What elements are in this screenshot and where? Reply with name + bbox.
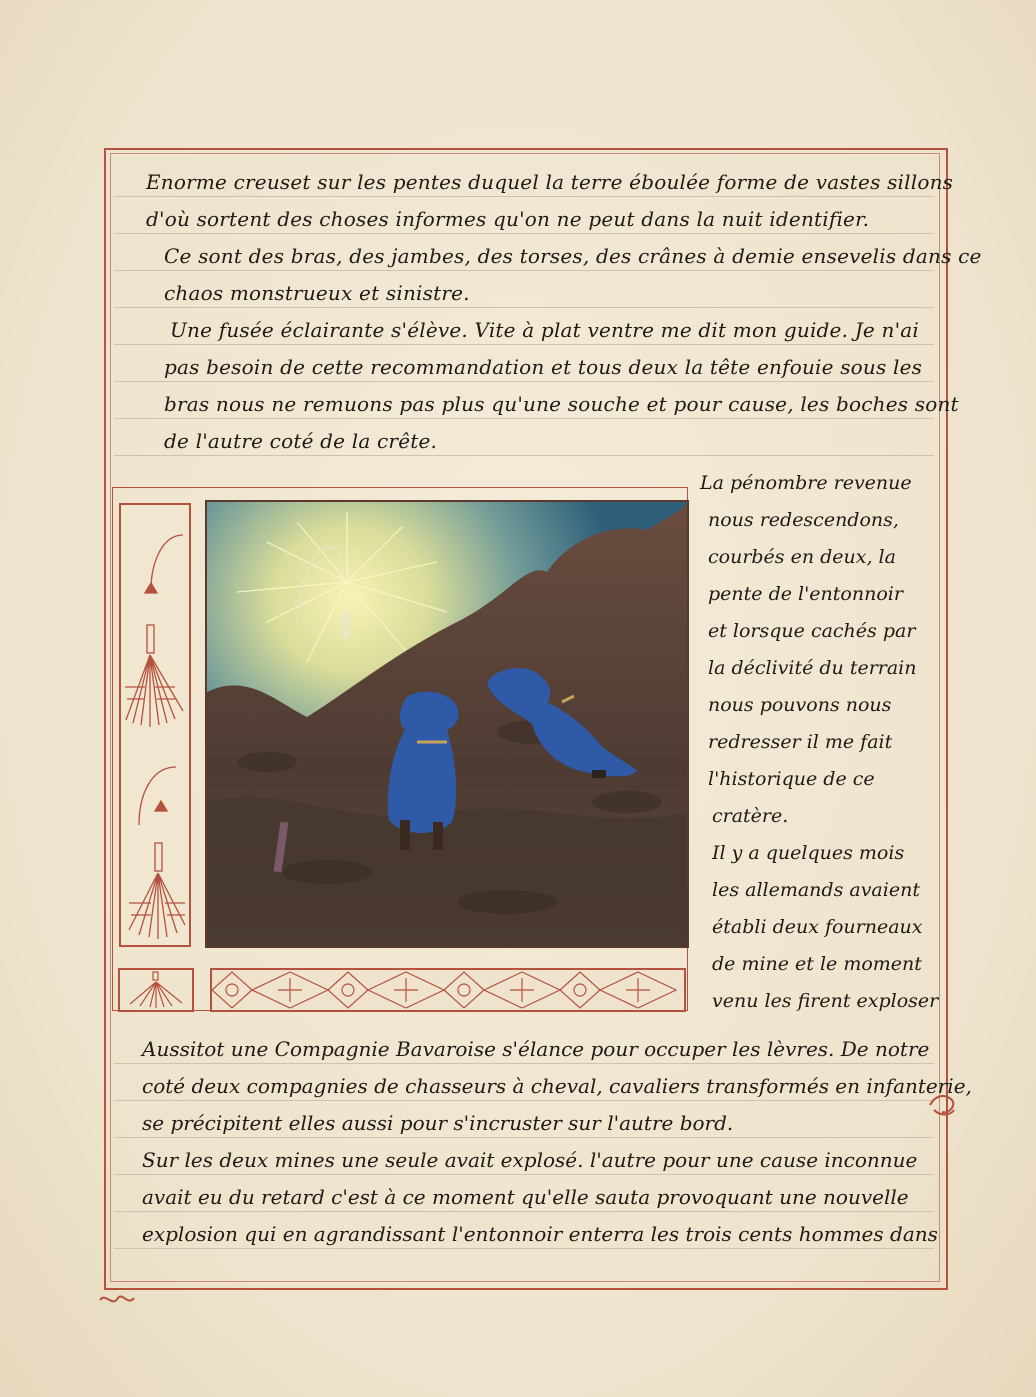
flourish-icon: [96, 1290, 136, 1310]
text-line: nous redescendons,: [708, 509, 899, 531]
text-line: Sur les deux mines une seule avait explosé. l'autre pour une cause inconnue: [142, 1148, 918, 1172]
text-line: de mine et le moment: [712, 953, 922, 975]
text-line: de l'autre coté de la crête.: [164, 429, 438, 453]
text-line: chaos monstrueux et sinistre.: [164, 281, 470, 305]
flourish-icon: [926, 1090, 958, 1120]
flare-ornament-strip: [119, 503, 191, 947]
burst-icon: [120, 970, 192, 1010]
decorative-band: [210, 968, 686, 1012]
text-line: courbés en deux, la: [708, 546, 896, 568]
text-line: avait eu du retard c'est à ce moment qu'elle sauta provoquant une nouvelle: [142, 1185, 909, 1209]
text-line: explosion qui en agrandissant l'entonnoir enterra les trois cents hommes dans: [142, 1222, 938, 1246]
text-line: Ce sont des bras, des jambes, des torses, des crânes à demie ensevelis dans ce: [164, 244, 982, 268]
text-line: Il y a quelques mois: [712, 842, 905, 864]
text-line: La pénombre revenue: [700, 472, 912, 494]
trench-night-painting: [205, 500, 689, 948]
text-line: se précipitent elles aussi pour s'incruster sur l'autre bord.: [142, 1111, 734, 1135]
text-line: bras nous ne remuons pas plus qu'une souche et pour cause, les boches sont: [164, 392, 959, 416]
text-line: l'historique de ce: [708, 768, 875, 790]
text-line: d'où sortent des choses informes qu'on ne peut dans la nuit identifier.: [146, 207, 870, 231]
text-line: venu les firent exploser: [712, 990, 939, 1012]
text-line: les allemands avaient: [712, 879, 920, 901]
text-line: Enorme creuset sur les pentes duquel la terre éboulée forme de vastes sillons: [146, 170, 954, 194]
text-line: et lorsque cachés par: [708, 620, 916, 642]
text-line: cratère.: [712, 805, 789, 827]
text-line: la déclivité du terrain: [708, 657, 917, 679]
text-line: nous pouvons nous: [708, 694, 892, 716]
text-line: Une fusée éclairante s'élève. Vite à plat ventre me dit mon guide. Je n'ai: [170, 318, 919, 342]
text-line: redresser il me fait: [708, 731, 893, 753]
text-line: établi deux fourneaux: [712, 916, 923, 938]
flare-ornament-icon: [121, 505, 189, 945]
text-line: pente de l'entonnoir: [708, 583, 903, 605]
text-line: coté deux compagnies de chasseurs à cheval, cavaliers transformés en infanterie,: [142, 1074, 972, 1098]
lozenge-pattern-icon: [212, 970, 684, 1010]
text-line: Aussitot une Compagnie Bavaroise s'élance pour occuper les lèvres. De notre: [142, 1037, 930, 1061]
text-line: pas besoin de cette recommandation et tous deux la tête enfouie sous les: [164, 355, 923, 379]
flare-burst-ornament: [118, 968, 194, 1012]
